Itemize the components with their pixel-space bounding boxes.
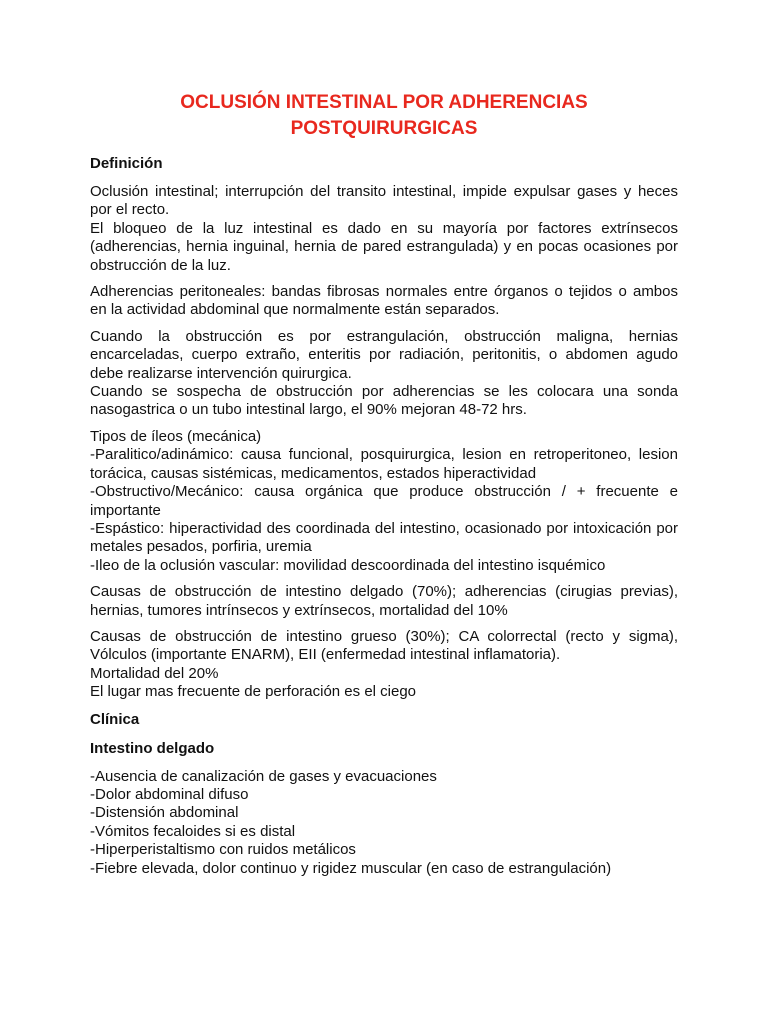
paragraph-line: Causas de obstrucción de intestino grueso (30%); CA colorrectal (recto y sigma), Vólculos (importante ENARM), EII (enfermedad intestinal inflamatoria). bbox=[90, 627, 678, 664]
list-sintomas bbox=[90, 768, 678, 878]
title-line-2: POSTQUIRURGICAS bbox=[290, 118, 478, 139]
paragraph-line: Oclusión intestinal; interrupción del transito intestinal, impide expulsar gases y heces por el recto. bbox=[90, 183, 678, 219]
paragraph-line: -Espástico: hiperactividad des coordinada del intestino, ocasionado por intoxicación por metales pesados, porfiria, uremia bbox=[90, 519, 678, 556]
heading-clinica: Clínica bbox=[90, 710, 140, 728]
list-item: -Ausencia de canalización de gases y evacuaciones bbox=[90, 767, 437, 785]
list-item: -Dolor abdominal difuso bbox=[90, 785, 249, 803]
list-item: -Distensión abdominal bbox=[90, 804, 239, 822]
paragraph-line: Cuando se sospecha de obstrucción por adherencias se les colocara una sonda nasogastrica o un tubo intestinal largo, el 90% mejoran 48-72 hrs. bbox=[90, 383, 678, 419]
paragraph-line: Cuando la obstrucción es por estrangulación, obstrucción maligna, hernias encarceladas, cuerpo extraño, enteritis por radiación, peritonitis, o abdomen agudo debe realizarse intervención quirurgica. bbox=[90, 327, 678, 382]
paragraph-oclusion-definition bbox=[90, 183, 678, 275]
paragraph-line: El lugar mas frecuente de perforación es el ciego bbox=[90, 683, 417, 701]
document-title bbox=[90, 90, 678, 142]
heading-definicion: Definición bbox=[90, 155, 163, 172]
paragraph-causas-grueso bbox=[90, 628, 678, 702]
paragraph-obstruccion bbox=[90, 328, 678, 420]
paragraph-line: -Paralitico/adinámico: causa funcional, posquirurgica, lesion en retroperitoneo, lesion torácica, causas sistémicas, medicamentos, estados hiperactividad bbox=[90, 446, 678, 482]
list-item: -Vómitos fecaloides si es distal bbox=[90, 822, 296, 840]
document-page bbox=[90, 90, 678, 886]
list-item: -Hiperperistaltismo con ruidos metálicos bbox=[90, 841, 356, 859]
heading-intestino-delgado: Intestino delgado bbox=[90, 739, 215, 757]
list-item: -Fiebre elevada, dolor continuo y rigidez muscular (en caso de estrangulación) bbox=[90, 859, 612, 877]
paragraph-line: -Obstructivo/Mecánico: causa orgánica que produce obstrucción / + frecuente e importante bbox=[90, 483, 678, 519]
paragraph-line: Adherencias peritoneales: bandas fibrosas normales entre órganos o tejidos o ambos en la actividad abdominal que normalmente están separados. bbox=[90, 283, 678, 319]
paragraph-adherencias bbox=[90, 283, 678, 320]
paragraph-line: El bloqueo de la luz intestinal es dado en su mayoría por factores extrínsecos (adherencias, hernia inguinal, hernia de pared estrangulada) y en pocas ocasiones por obstrucción de la luz. bbox=[90, 219, 678, 274]
paragraph-line: Mortalidad del 20% bbox=[90, 664, 219, 682]
paragraph-line: -Ileo de la oclusión vascular: movilidad descoordinada del intestino isquémico bbox=[90, 556, 606, 574]
paragraph-tipos-ileos bbox=[90, 428, 678, 575]
paragraph-causas-delgado bbox=[90, 583, 678, 620]
paragraph-line: Tipos de íleos (mecánica) bbox=[90, 427, 262, 445]
paragraph-line: Causas de obstrucción de intestino delgado (70%); adherencias (cirugias previas), hernias, tumores intrínsecos y extrínsecos, mortalidad del 10% bbox=[90, 583, 678, 619]
title-line-1: OCLUSIÓN INTESTINAL POR ADHERENCIAS bbox=[180, 92, 588, 113]
